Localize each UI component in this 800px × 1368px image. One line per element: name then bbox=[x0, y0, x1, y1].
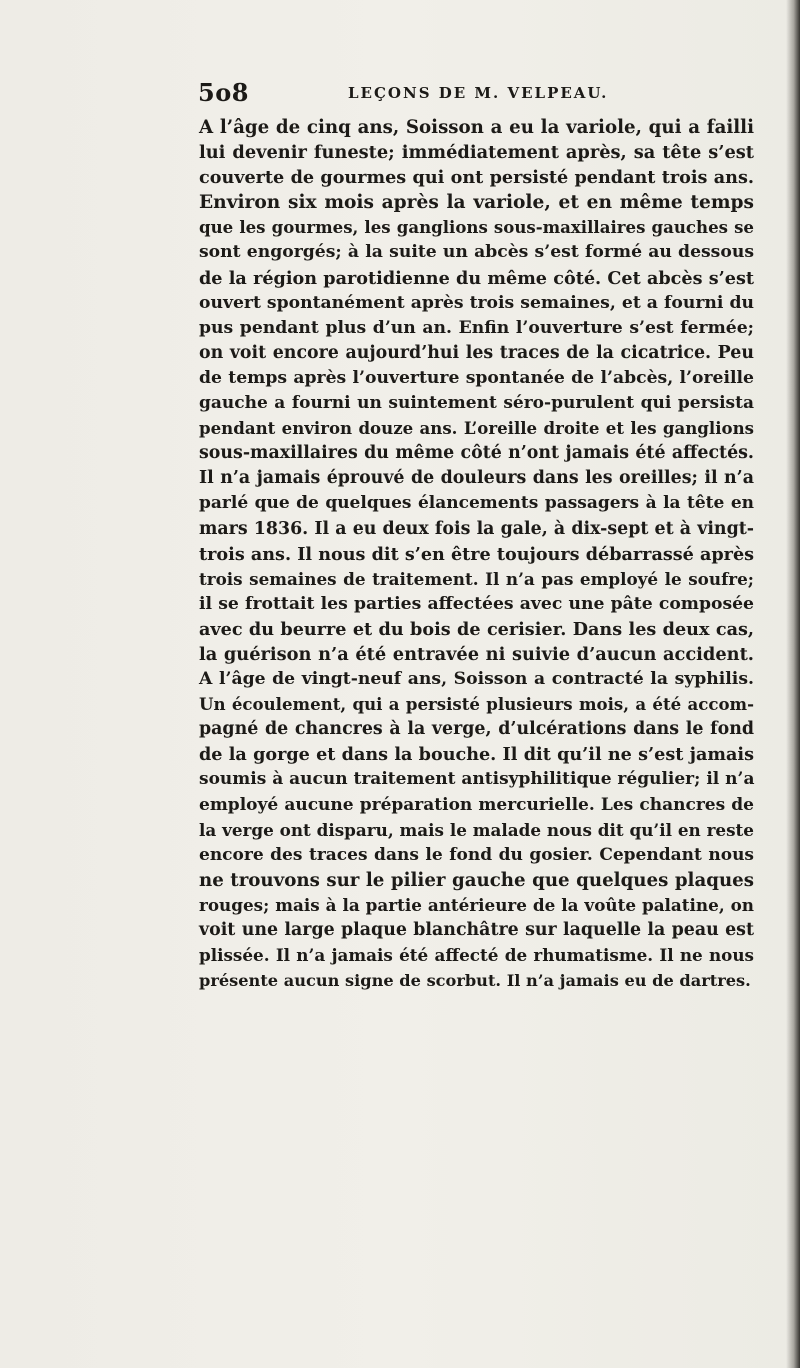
text-line: on voit encore aujourd’hui les traces de la cicatrice. Peu bbox=[199, 342, 754, 363]
text-line: sont engorgés; à la suite un abcès s’est formé au dessous bbox=[199, 242, 754, 263]
text-line: la verge ont disparu, mais le malade nous dit qu’il en reste bbox=[199, 819, 754, 840]
text-line: trois semaines de traitement. Il n’a pas employé le soufre; bbox=[199, 568, 754, 589]
text-line: voit une large plaque blanchâtre sur laquelle la peau est bbox=[199, 920, 754, 940]
text-line: plissée. Il n’a jamais été affecté de rhumatisme. Il ne nous bbox=[199, 945, 754, 966]
text-line: avec du beurre et du bois de cerisier. Dans les deux cas, bbox=[199, 618, 754, 640]
text-line: pendant environ douze ans. L’oreille droite et les ganglions bbox=[199, 418, 754, 439]
text-line: pagné de chancres à la verge, d’ulcérations dans le fond bbox=[199, 719, 754, 740]
text-line: Un écoulement, qui a persisté plusieurs mois, a été accom- bbox=[199, 694, 754, 715]
text-line: encore des traces dans le fond du gosier. Cependant nous bbox=[199, 844, 754, 865]
text-line: présente aucun signe de scorbut. Il n’a jamais eu de dartres. bbox=[199, 971, 751, 991]
text-line: trois ans. Il nous dit s’en être toujours débarrassé après bbox=[199, 543, 755, 565]
text-line: il se frottait les parties affectées avec une pâte composée bbox=[199, 593, 754, 614]
text-line: rouges; mais à la partie antérieure de la voûte palatine, on bbox=[199, 894, 754, 915]
text-line: A l’âge de vingt-neuf ans, Soisson a contracté la syphilis. bbox=[199, 669, 754, 690]
text-line: ouvert spontanément après trois semaines, et a fourni du bbox=[199, 292, 754, 313]
text-line: la guérison n’a été entravée ni suivie d’aucun accident. bbox=[199, 643, 754, 665]
page-edge-shadow bbox=[786, 0, 800, 1368]
text-line: Environ six mois après la variole, et en même temps bbox=[199, 192, 754, 214]
body-text bbox=[199, 115, 754, 993]
text-line: pus pendant plus d’un an. Enfin l’ouverture s’est fermée; bbox=[199, 317, 754, 338]
text-line: mars 1836. Il a eu deux fois la gale, à dix-sept et à vingt- bbox=[199, 518, 754, 539]
text-line: parlé que de quelques élancements passagers à la tête en bbox=[199, 493, 754, 514]
text-line: que les gourmes, les ganglions sous-maxillaires gauches se bbox=[199, 217, 754, 238]
page-header bbox=[198, 78, 758, 110]
text-line: Il n’a jamais éprouvé de douleurs dans les oreilles; il n’a bbox=[199, 468, 754, 489]
text-line: employé aucune préparation mercurielle. Les chancres de bbox=[199, 794, 754, 815]
text-line: gauche a fourni un suintement séro-purulent qui persista bbox=[199, 393, 754, 414]
text-line: A l’âge de cinq ans, Soisson a eu la variole, qui a failli bbox=[199, 117, 754, 138]
text-line: de la région parotidienne du même côté. Cet abcès s’est bbox=[199, 267, 754, 289]
text-line: de temps après l’ouverture spontanée de l’abcès, l’oreille bbox=[199, 367, 754, 388]
running-head: LEÇONS DE M. VELPEAU. bbox=[348, 84, 609, 102]
text-line: lui devenir funeste; immédiatement après, sa tête s’est bbox=[199, 142, 754, 164]
page-number: 5o8 bbox=[198, 78, 249, 107]
text-line: couverte de gourmes qui ont persisté pendant trois ans. bbox=[199, 167, 754, 189]
text-line: ne trouvons sur le pilier gauche que quelques plaques bbox=[199, 869, 754, 891]
text-line: sous-maxillaires du même côté n’ont jamais été affectés. bbox=[199, 443, 754, 464]
text-line: soumis à aucun traitement antisyphilitique régulier; il n’a bbox=[199, 769, 755, 790]
text-line: de la gorge et dans la bouche. Il dit qu’il ne s’est jamais bbox=[199, 744, 754, 766]
